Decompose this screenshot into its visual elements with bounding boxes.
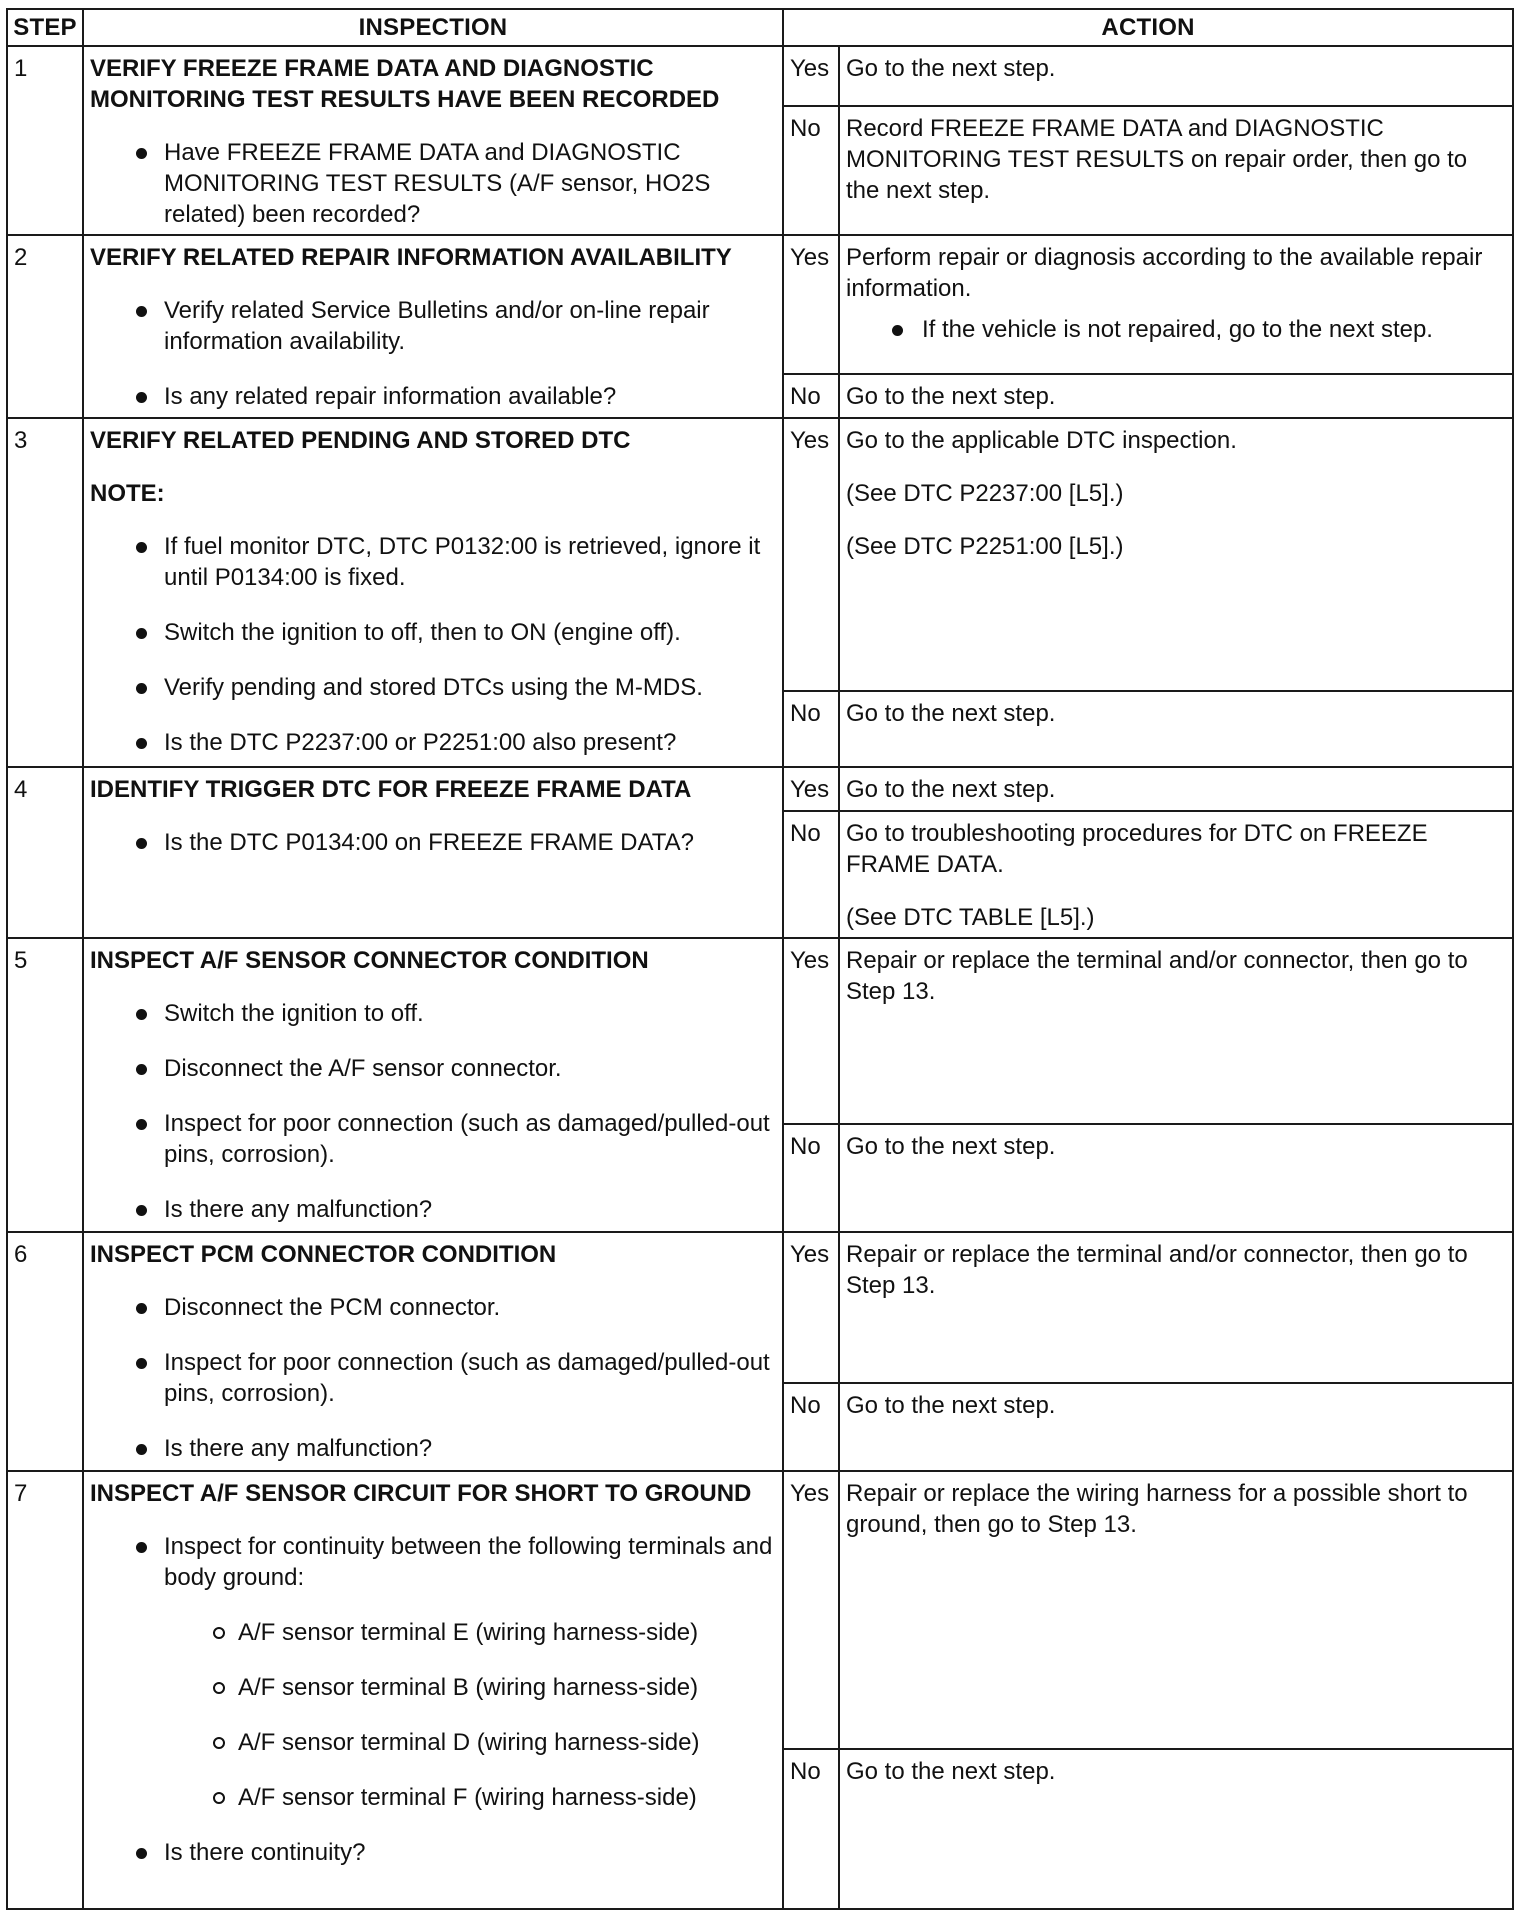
no-label: No <box>783 374 839 418</box>
bullet-icon <box>136 542 147 553</box>
no-label: No <box>783 811 839 938</box>
step-number: 3 <box>7 418 83 767</box>
no-label: No <box>783 106 839 235</box>
step-4-yes-row <box>7 767 1513 811</box>
step-inspection <box>83 418 783 767</box>
step-title: INSPECT A/F SENSOR CIRCUIT FOR SHORT TO GROUND <box>90 1480 752 1507</box>
bullet-icon <box>136 1358 147 1369</box>
yes-action: Repair or replace the terminal and/or connector, then go to Step 13. <box>839 938 1513 1124</box>
step-inspection <box>83 1471 783 1909</box>
terminal-sub-bullet: A/F sensor terminal F (wiring harness-side) <box>90 1782 776 1813</box>
step-number: 5 <box>7 938 83 1232</box>
dtc-reference-link: (See DTC P2251:00 [L5].) <box>846 533 1124 560</box>
hollow-bullet-icon <box>213 1627 225 1639</box>
inspection-bullet: Disconnect the A/F sensor connector. <box>90 1053 776 1084</box>
yes-label: Yes <box>783 235 839 374</box>
no-label: No <box>783 1124 839 1232</box>
step-6-yes-row <box>7 1232 1513 1383</box>
inspection-bullet: Have FREEZE FRAME DATA and DIAGNOSTIC MONITORING TEST RESULTS (A/F sensor, HO2S related) been recorded? <box>90 137 776 230</box>
step-title: VERIFY RELATED PENDING AND STORED DTC <box>90 427 631 454</box>
step-inspection <box>83 1232 783 1471</box>
bullet-icon <box>136 1009 147 1020</box>
inspection-bullet: Verify pending and stored DTCs using the M-MDS. <box>90 672 776 703</box>
yes-action: Go to the next step. <box>839 46 1513 106</box>
step-5-yes-row <box>7 938 1513 1124</box>
bullet-icon <box>136 1064 147 1075</box>
inspection-bullet: Switch the ignition to off, then to ON (engine off). <box>90 617 776 648</box>
bullet-icon <box>136 628 147 639</box>
inspection-bullet: Inspect for poor connection (such as damaged/pulled-out pins, corrosion). <box>90 1108 776 1170</box>
inspection-bullet: Is the DTC P2237:00 or P2251:00 also present? <box>90 727 776 758</box>
no-action: Go to the next step. <box>839 374 1513 418</box>
no-action: Record FREEZE FRAME DATA and DIAGNOSTIC MONITORING TEST RESULTS on repair order, then go to the next step. <box>839 106 1513 235</box>
no-action: Go to the next step. <box>839 1124 1513 1232</box>
header-inspection: INSPECTION <box>83 9 783 46</box>
no-action: Go to the next step. <box>839 691 1513 767</box>
action-bullet: If the vehicle is not repaired, go to the next step. <box>846 314 1506 345</box>
bullet-icon <box>136 1205 147 1216</box>
bullet-icon <box>136 838 147 849</box>
yes-label: Yes <box>783 1471 839 1749</box>
header-action: ACTION <box>783 9 1513 46</box>
step-title: IDENTIFY TRIGGER DTC FOR FREEZE FRAME DATA <box>90 776 692 803</box>
step-inspection <box>83 938 783 1232</box>
step-2-yes-row <box>7 235 1513 374</box>
yes-label: Yes <box>783 767 839 811</box>
inspection-bullet: Is there any malfunction? <box>90 1433 776 1464</box>
step-inspection <box>83 46 783 235</box>
no-label: No <box>783 1749 839 1909</box>
bullet-icon <box>136 683 147 694</box>
yes-action: Go to the applicable DTC inspection. (See DTC P2237:00 [L5].) (See DTC P2251:00 [L5].) <box>839 418 1513 691</box>
no-label: No <box>783 691 839 767</box>
yes-label: Yes <box>783 938 839 1124</box>
terminal-sub-bullet: A/F sensor terminal B (wiring harness-side) <box>90 1672 776 1703</box>
yes-label: Yes <box>783 418 839 691</box>
hollow-bullet-icon <box>213 1737 225 1749</box>
inspection-bullet: Disconnect the PCM connector. <box>90 1292 776 1323</box>
step-1-yes-row <box>7 46 1513 106</box>
bullet-icon <box>136 1119 147 1130</box>
step-title: INSPECT A/F SENSOR CONNECTOR CONDITION <box>90 947 649 974</box>
diagnostic-procedure-table <box>6 8 1514 1910</box>
bullet-icon <box>136 1848 147 1859</box>
no-label: No <box>783 1383 839 1471</box>
step-inspection <box>83 235 783 418</box>
bullet-icon <box>136 392 147 403</box>
step-inspection <box>83 767 783 938</box>
step-number: 1 <box>7 46 83 235</box>
bullet-icon <box>136 1444 147 1455</box>
yes-action: Perform repair or diagnosis according to the available repair information. If the vehicle is not repaired, go to the next step. <box>839 235 1513 374</box>
dtc-table-link: (See DTC TABLE [L5].) <box>846 904 1095 931</box>
no-action: Go to the next step. <box>839 1749 1513 1909</box>
no-action: Go to troubleshooting procedures for DTC on FREEZE FRAME DATA. (See DTC TABLE [L5].) <box>839 811 1513 938</box>
inspection-bullet: Inspect for continuity between the following terminals and body ground: A/F sensor terminal E (wiring harness-side) A/F sensor terminal B (wiring harness-side) A/F sensor terminal D (wiring harness-side) A/F sensor terminal F (wiring harness-side) <box>90 1531 776 1813</box>
inspection-bullet: Is the DTC P0134:00 on FREEZE FRAME DATA? <box>90 827 776 858</box>
yes-action: Repair or replace the wiring harness for a possible short to ground, then go to Step 13. <box>839 1471 1513 1749</box>
step-number: 4 <box>7 767 83 938</box>
yes-label: Yes <box>783 1232 839 1383</box>
step-3-yes-row <box>7 418 1513 691</box>
table-header-row <box>7 9 1513 46</box>
step-7-yes-row <box>7 1471 1513 1749</box>
inspection-bullet: Is there continuity? <box>90 1837 776 1868</box>
hollow-bullet-icon <box>213 1792 225 1804</box>
dtc-reference-link: (See DTC P2237:00 [L5].) <box>846 480 1124 507</box>
bullet-icon <box>136 1303 147 1314</box>
bullet-icon <box>892 325 903 336</box>
step-title: VERIFY FREEZE FRAME DATA AND DIAGNOSTIC MONITORING TEST RESULTS HAVE BEEN RECORDED <box>90 55 720 113</box>
yes-label: Yes <box>783 46 839 106</box>
inspection-bullet: Verify related Service Bulletins and/or on-line repair information availability. <box>90 295 776 357</box>
inspection-bullet: Is there any malfunction? <box>90 1194 776 1225</box>
bullet-icon <box>136 1542 147 1553</box>
terminal-sub-bullet: A/F sensor terminal E (wiring harness-side) <box>90 1617 776 1648</box>
no-action: Go to the next step. <box>839 1383 1513 1471</box>
bullet-icon <box>136 148 147 159</box>
terminal-sub-bullet: A/F sensor terminal D (wiring harness-side) <box>90 1727 776 1758</box>
inspection-bullet: Switch the ignition to off. <box>90 998 776 1029</box>
step-title: INSPECT PCM CONNECTOR CONDITION <box>90 1241 557 1268</box>
step-number: 2 <box>7 235 83 418</box>
inspection-bullet: Inspect for poor connection (such as damaged/pulled-out pins, corrosion). <box>90 1347 776 1409</box>
hollow-bullet-icon <box>213 1682 225 1694</box>
bullet-icon <box>136 738 147 749</box>
inspection-bullet: If fuel monitor DTC, DTC P0132:00 is retrieved, ignore it until P0134:00 is fixed. <box>90 531 776 593</box>
header-step: STEP <box>7 9 83 46</box>
step-title: VERIFY RELATED REPAIR INFORMATION AVAILABILITY <box>90 244 732 271</box>
bullet-icon <box>136 306 147 317</box>
step-number: 7 <box>7 1471 83 1909</box>
note-label: NOTE: <box>90 480 165 507</box>
inspection-bullet: Is any related repair information available? <box>90 381 776 412</box>
yes-action: Go to the next step. <box>839 767 1513 811</box>
yes-action: Repair or replace the terminal and/or connector, then go to Step 13. <box>839 1232 1513 1383</box>
step-number: 6 <box>7 1232 83 1471</box>
